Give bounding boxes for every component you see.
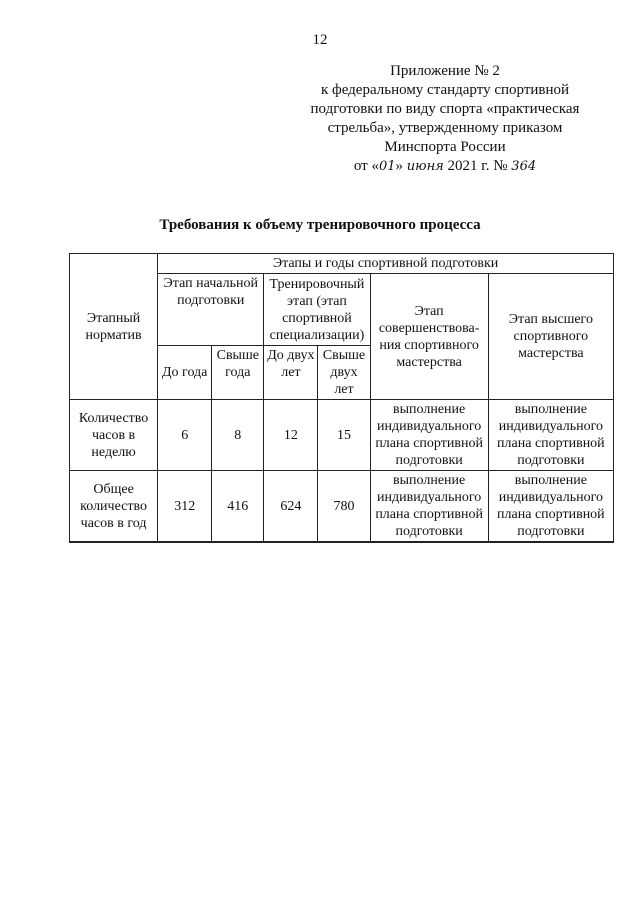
page-number: 12 (312, 32, 328, 48)
appendix-line: Минспорта России (384, 139, 506, 155)
table-cell: выполнение индивидуального плана спортивной подготовки (370, 471, 488, 543)
appendix-line: стрельба», утвержденному приказом (327, 120, 563, 136)
subheader-cell: До двух лет (264, 346, 318, 400)
header-cell: Этап начальной подготовки (158, 274, 264, 346)
header-cell: Тренировочный этап (этап спортивной специализации) (264, 274, 370, 346)
table-cell: выполнение индивидуального плана спортивной подготовки (488, 400, 613, 471)
appendix-line: подготовки по виду спорта «практическая (310, 101, 580, 117)
table-row (70, 400, 614, 471)
order-number-handwritten: 364 (511, 159, 537, 174)
appendix-line: Приложение № 2 (390, 63, 500, 79)
table-cell: 416 (212, 471, 264, 543)
table-cell: 15 (318, 400, 370, 471)
order-month-handwritten: июня (406, 159, 444, 174)
header-cell: Этапный норматив (70, 254, 158, 400)
header-cell: Этап совершенствова-ния спортивного мастерства (370, 274, 488, 400)
table-cell: 312 (158, 471, 212, 543)
subheader-cell: Свыше года (212, 346, 264, 400)
table-cell: 780 (318, 471, 370, 543)
subheader-cell: До года (158, 346, 212, 400)
table-row (70, 471, 614, 543)
appendix-header (300, 62, 590, 176)
table-cell: 8 (212, 400, 264, 471)
document-title: Требования к объему тренировочного процесса (159, 217, 481, 233)
table-cell: выполнение индивидуального плана спортивной подготовки (370, 400, 488, 471)
row-label: Количество часов в неделю (70, 400, 158, 471)
order-prefix: от « (353, 158, 379, 174)
table-cell: выполнение индивидуального плана спортивной подготовки (488, 471, 613, 543)
row-label: Общее количество часов в год (70, 471, 158, 543)
table-cell: 624 (264, 471, 318, 543)
requirements-table (69, 253, 614, 543)
subheader-cell: Свыше двух лет (318, 346, 370, 400)
order-day-handwritten: 01 (378, 159, 396, 174)
appendix-line: к федеральному стандарту спортивной (320, 82, 570, 98)
header-cell: Этапы и годы спортивной подготовки (158, 254, 614, 274)
order-mid: » (395, 158, 404, 174)
table-cell: 12 (264, 400, 318, 471)
header-cell: Этап высшего спортивного мастерства (488, 274, 613, 400)
table-cell: 6 (158, 400, 212, 471)
order-year: 2021 г. № (447, 158, 508, 174)
order-line (300, 157, 590, 176)
table-header-row (70, 254, 614, 274)
